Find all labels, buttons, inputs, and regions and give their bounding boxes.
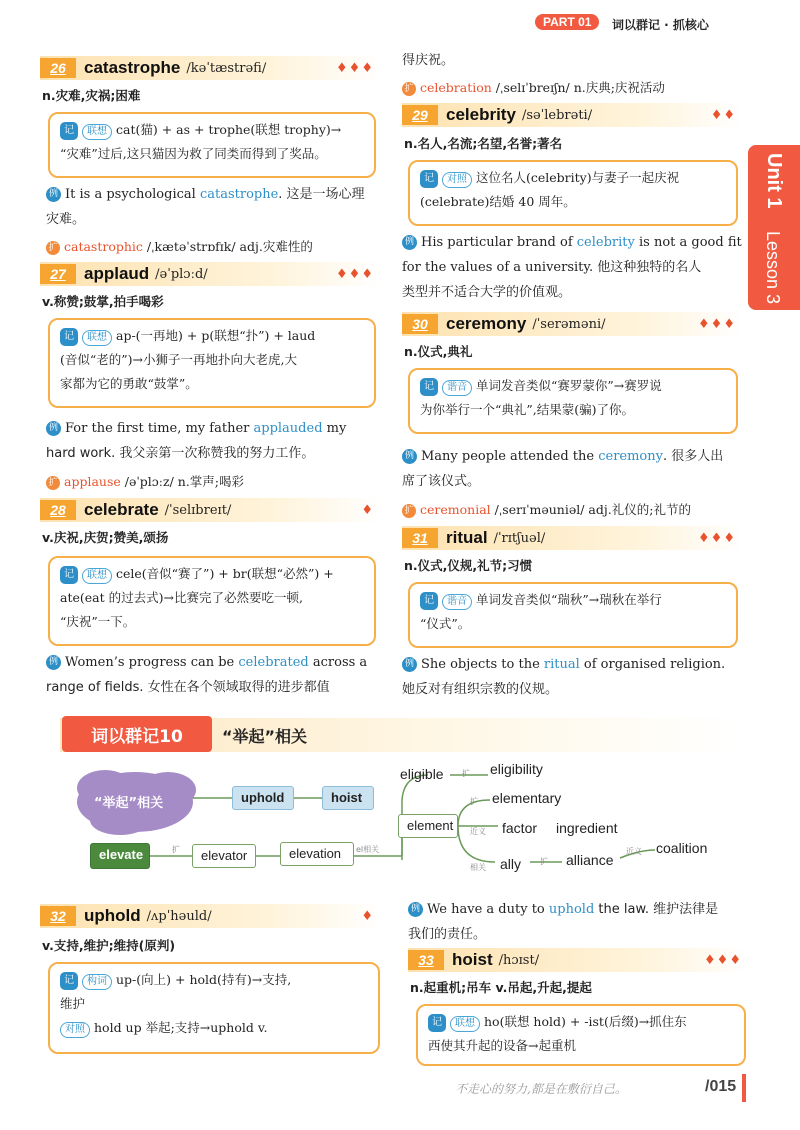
relation-tag: 扩 bbox=[470, 797, 478, 806]
phonetic: /ˈrɪtʃuəl/ bbox=[493, 530, 546, 546]
tip-line: ate(eat 的过去式)→比赛完了必然要吃一顿, bbox=[60, 590, 303, 605]
extend-icon: 扩 bbox=[402, 82, 416, 96]
phonetic: /kəˈtæstrəfi/ bbox=[186, 60, 267, 76]
example-text: across a bbox=[308, 655, 368, 670]
extend-icon: 扩 bbox=[46, 241, 60, 255]
headword: celebrate bbox=[84, 500, 159, 519]
word-ingredient: ingredient bbox=[556, 820, 618, 836]
entry-number: 30 bbox=[402, 314, 438, 334]
tip-line: 为你举行一个“典礼”,结果蒙(骗)了你。 bbox=[420, 402, 635, 417]
derived-meaning: /ˌserɪˈməuniəl/ adj.礼仪的;礼节的 bbox=[490, 502, 691, 517]
example-keyword: celebrity bbox=[576, 235, 635, 250]
example-icon: 例 bbox=[402, 235, 417, 250]
frequency-flame-icon: ♦ bbox=[361, 908, 374, 924]
definition: v.庆祝,庆贺;赞美,颂扬 bbox=[42, 530, 169, 545]
example-icon: 例 bbox=[402, 449, 417, 464]
tip-line: (celebrate)结婚 40 周年。 bbox=[420, 194, 576, 209]
extend-icon: 扩 bbox=[402, 504, 416, 518]
example-icon: 例 bbox=[46, 655, 61, 670]
tip-tag: 谐音 bbox=[442, 380, 472, 396]
example-text: my bbox=[322, 421, 347, 436]
example-keyword: applauded bbox=[253, 421, 323, 436]
example-text: 席了该仪式。 bbox=[402, 474, 481, 489]
tip-line: “庆祝”一下。 bbox=[60, 614, 136, 629]
example-text: Women’s progress can be bbox=[65, 655, 239, 670]
frequency-flame-icon: ♦ bbox=[361, 502, 374, 518]
tip-line: 家都为它的勇敢“鼓掌”。 bbox=[60, 376, 198, 391]
memory-icon: 记 bbox=[420, 378, 438, 396]
example-icon: 例 bbox=[402, 657, 417, 672]
tip-line: cat(猫) + as + trophe(联想 trophy)→ bbox=[116, 122, 342, 137]
frequency-flame-icon: ♦♦♦ bbox=[698, 316, 736, 332]
example-keyword: ritual bbox=[543, 657, 580, 672]
definition: n.灾难,灾祸;困难 bbox=[42, 88, 141, 103]
tip-tag: 联想 bbox=[82, 124, 112, 140]
frequency-flame-icon: ♦♦ bbox=[710, 107, 736, 123]
tip-line: ap-(一再地) + p(联想“扑”) + laud bbox=[116, 328, 316, 343]
tip-tag: 构词 bbox=[82, 974, 112, 990]
tip-line: up-(向上) + hold(持有)→支持, bbox=[116, 972, 292, 987]
tip-line: “灾难”过后,这只猫因为救了同类而得到了奖品。 bbox=[60, 146, 327, 161]
memory-icon: 记 bbox=[60, 566, 78, 584]
example-text: His particular brand of bbox=[421, 235, 577, 250]
example-text: the law. 维护法律是 bbox=[594, 902, 719, 917]
example-keyword: uphold bbox=[548, 902, 595, 917]
relation-tag: el相关 bbox=[356, 845, 380, 854]
example-text: Many people attended the bbox=[421, 449, 599, 464]
tip-line: 维护 bbox=[60, 996, 86, 1011]
tip-line: 单词发音类似“瑞秋”→瑞秋在举行 bbox=[476, 592, 662, 607]
node-elevate: elevate bbox=[90, 843, 150, 869]
example-icon: 例 bbox=[46, 187, 61, 202]
definition: n.仪式,仪规,礼节;习惯 bbox=[404, 558, 533, 573]
example-text: For the first time, my father bbox=[65, 421, 254, 436]
example-text: She objects to the bbox=[421, 657, 544, 672]
example-text: It is a psychological bbox=[65, 187, 200, 202]
relation-tag: 扩 bbox=[540, 857, 548, 866]
entry-number: 27 bbox=[40, 264, 76, 284]
relation-tag: 近义 bbox=[470, 827, 486, 836]
relation-tag: 扩 bbox=[462, 769, 470, 778]
example-text: We have a duty to bbox=[427, 902, 549, 917]
definition: v.称赞;鼓掌,拍手喝彩 bbox=[42, 294, 164, 309]
tip-line: ho(联想 hold) + -ist(后缀)→抓住东 bbox=[484, 1014, 687, 1029]
example-text: 灾难。 bbox=[46, 212, 86, 227]
definition: n.仪式,典礼 bbox=[404, 344, 473, 359]
group-label: 词以群记10 bbox=[62, 716, 212, 752]
example-text: 我们的责任。 bbox=[408, 927, 487, 942]
example-text: hard work. 我父亲第一次称赞我的努力工作。 bbox=[46, 446, 315, 461]
word-coalition: coalition bbox=[656, 840, 708, 856]
phonetic: /səˈlebrəti/ bbox=[521, 107, 593, 123]
memory-icon: 记 bbox=[420, 170, 438, 188]
relation-tag: 扩 bbox=[172, 845, 180, 854]
word-entry-header bbox=[408, 948, 748, 972]
memory-tip-box bbox=[48, 962, 380, 1054]
example-icon: 例 bbox=[46, 421, 61, 436]
relation-tag: 近义 bbox=[626, 847, 642, 856]
headword: applaud bbox=[84, 264, 150, 283]
memory-icon: 记 bbox=[420, 592, 438, 610]
tip-tag: 联想 bbox=[82, 330, 112, 346]
example-text: 类型并不适合大学的价值观。 bbox=[402, 285, 572, 300]
entry-number: 28 bbox=[40, 500, 76, 520]
tip-tag: 谐音 bbox=[442, 594, 472, 610]
memory-icon: 记 bbox=[60, 122, 78, 140]
word-eligible: eligible bbox=[400, 766, 444, 782]
phonetic: /ˈselɪbreɪt/ bbox=[164, 502, 232, 518]
unit-label: Unit 1 bbox=[763, 153, 785, 209]
tip-tag: 对照 bbox=[60, 1022, 90, 1038]
word-factor: factor bbox=[502, 820, 538, 836]
example-keyword: celebrated bbox=[238, 655, 309, 670]
section-title: 词以群记 · 抓核心 bbox=[612, 18, 709, 32]
entry-number: 31 bbox=[402, 528, 438, 548]
definition: n.名人,名流;名望,名誉;著名 bbox=[404, 136, 563, 151]
word-entry-header bbox=[40, 904, 380, 928]
tip-line: cele(音似“赛了”) + br(联想“必然”) + bbox=[116, 566, 334, 581]
definition: v.支持,维护;维持(原判) bbox=[42, 938, 176, 953]
tip-tag: 对照 bbox=[442, 172, 472, 188]
node-uphold: uphold bbox=[232, 786, 294, 810]
tip-tag: 联想 bbox=[450, 1016, 480, 1032]
entry-number: 29 bbox=[402, 105, 438, 125]
example-keyword: ceremony bbox=[598, 449, 663, 464]
tip-line: hold up 举起;支持→uphold v. bbox=[94, 1020, 268, 1035]
example-text: of organised religion. bbox=[579, 657, 726, 672]
tip-tag: 联想 bbox=[82, 568, 112, 584]
example-text: . 很多人出 bbox=[662, 449, 724, 464]
derived-meaning: /əˈplɔːz/ n.掌声;喝彩 bbox=[120, 474, 245, 489]
relation-tag: 相关 bbox=[470, 863, 486, 872]
derived-meaning: /ˌkætəˈstrɒfɪk/ adj.灾难性的 bbox=[142, 239, 313, 254]
word-elementary: elementary bbox=[492, 790, 562, 806]
node-hoist: hoist bbox=[322, 786, 374, 810]
memory-icon: 记 bbox=[428, 1014, 446, 1032]
tip-line: 西使其升起的设备→起重机 bbox=[428, 1038, 576, 1053]
part-badge: PART 01 bbox=[535, 14, 599, 30]
derived-headword: celebration bbox=[420, 80, 492, 95]
phonetic: /ˈserəməni/ bbox=[532, 316, 606, 332]
tip-line: (音似“老的”)→小狮子一再地扑向大老虎,大 bbox=[60, 352, 297, 367]
memory-tip-box bbox=[416, 1004, 746, 1066]
memory-icon: 记 bbox=[60, 328, 78, 346]
node-elevation: elevation bbox=[280, 842, 354, 866]
entry-number: 26 bbox=[40, 58, 76, 78]
example-continuation: 得庆祝。 bbox=[402, 53, 455, 68]
headword: catastrophe bbox=[84, 58, 181, 77]
entry-number: 33 bbox=[408, 950, 444, 970]
example-text: is not a good fit bbox=[634, 235, 742, 250]
derived-headword: catastrophic bbox=[64, 239, 143, 254]
example-text: range of fields. 女性在各个领域取得的进步都值 bbox=[46, 680, 330, 695]
example-keyword: catastrophe bbox=[199, 187, 279, 202]
example-text: for the values of a university. 他这种独特的名人 bbox=[402, 260, 702, 275]
frequency-flame-icon: ♦♦♦ bbox=[698, 530, 736, 546]
node-elevator: elevator bbox=[192, 844, 256, 868]
frequency-flame-icon: ♦♦♦ bbox=[336, 60, 374, 76]
headword: ritual bbox=[446, 528, 488, 547]
headword: celebrity bbox=[446, 105, 516, 124]
example-icon: 例 bbox=[408, 902, 423, 917]
frequency-flame-icon: ♦♦♦ bbox=[336, 266, 374, 282]
footer-motto: 不走心的努力,都是在敷衍自己。 bbox=[455, 1082, 627, 1096]
example-text: . 这是一场心理 bbox=[278, 187, 365, 202]
word-eligibility: eligibility bbox=[490, 761, 543, 777]
headword: ceremony bbox=[446, 314, 527, 333]
headword: uphold bbox=[84, 906, 141, 925]
entry-number: 32 bbox=[40, 906, 76, 926]
phonetic: /hɔɪst/ bbox=[498, 952, 540, 968]
page-number: /015 bbox=[705, 1078, 737, 1095]
frequency-flame-icon: ♦♦♦ bbox=[704, 952, 742, 968]
headword: hoist bbox=[452, 950, 493, 969]
group-topic: “举起”相关 bbox=[222, 727, 308, 746]
tip-line: “仪式”。 bbox=[420, 616, 471, 631]
memory-icon: 记 bbox=[60, 972, 78, 990]
derived-meaning: /ˌselɪˈbreɪʃn/ n.庆典;庆祝活动 bbox=[491, 80, 665, 95]
example-sentence bbox=[408, 897, 748, 947]
cloud-label: “举起”相关 bbox=[94, 796, 164, 811]
page-edge-bar bbox=[742, 1074, 746, 1102]
node-element: element bbox=[398, 814, 458, 838]
derived-headword: ceremonial bbox=[420, 502, 491, 517]
tip-line: 这位名人(celebrity)与妻子一起庆祝 bbox=[476, 170, 680, 185]
phonetic: /ʌpˈhəuld/ bbox=[146, 908, 212, 924]
lesson-label: Lesson 3 bbox=[763, 231, 783, 305]
word-ally: ally bbox=[500, 856, 522, 872]
tip-line: 单词发音类似“赛罗蒙你”→赛罗说 bbox=[476, 378, 662, 393]
word-alliance: alliance bbox=[566, 852, 614, 868]
extend-icon: 扩 bbox=[46, 476, 60, 490]
example-text: 她反对有组织宗教的仪规。 bbox=[402, 682, 559, 697]
phonetic: /əˈplɔːd/ bbox=[155, 266, 208, 282]
derived-headword: applause bbox=[64, 474, 121, 489]
definition: n.起重机;吊车 v.吊起,升起,提起 bbox=[410, 980, 592, 995]
